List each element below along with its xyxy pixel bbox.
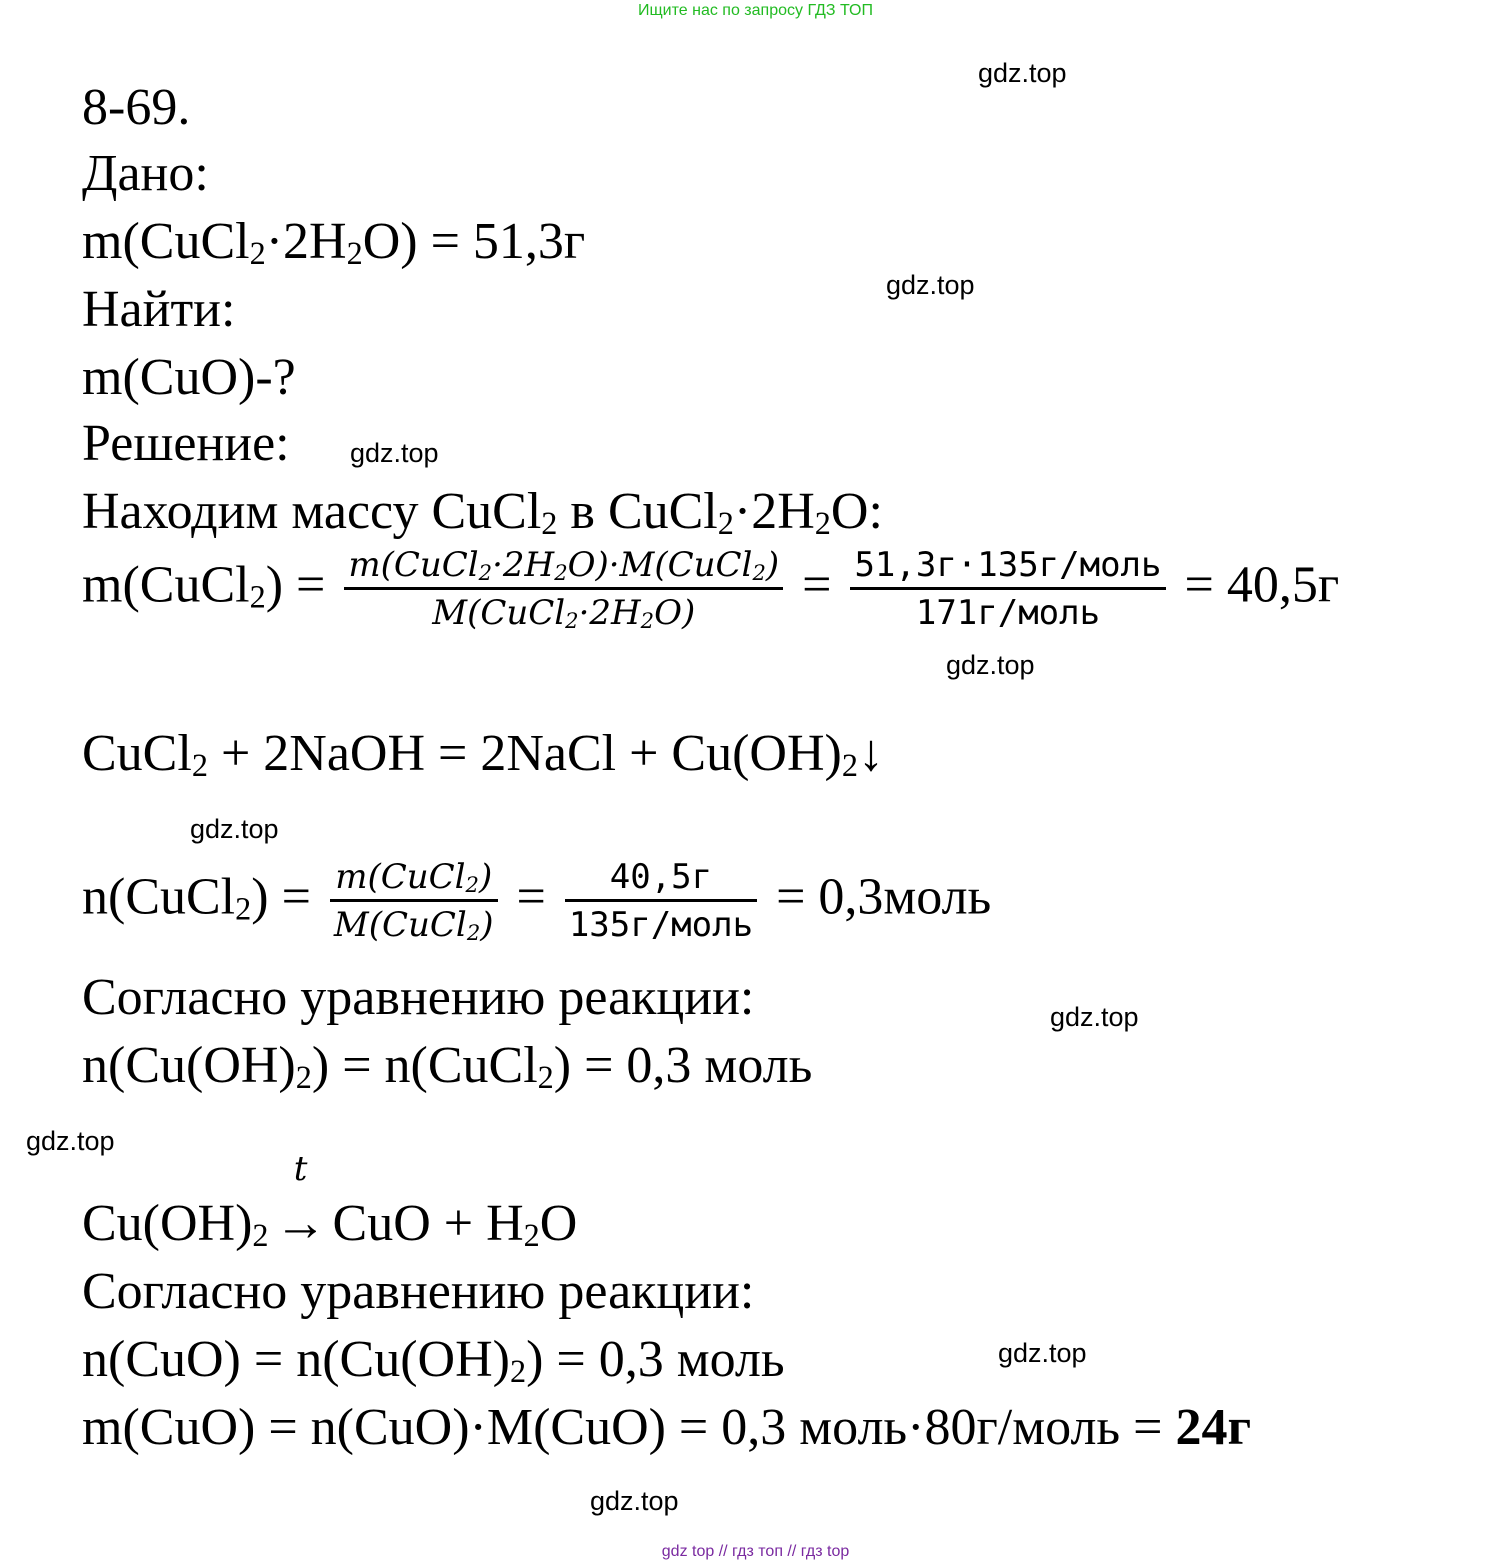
watermark: gdz.top xyxy=(26,1126,115,1156)
watermark: gdz.top xyxy=(190,814,279,844)
problem-number: 8-69. xyxy=(82,79,191,136)
watermark: gdz.top xyxy=(978,58,1067,88)
footer-links[interactable]: gdz top // гдз топ // гдз top xyxy=(661,1543,850,1560)
reaction-1: CuCl$_2$ + 2NaOH = 2NaCl + $Cu(OH)_2↓$ xyxy=(82,725,884,783)
watermark: gdz.top xyxy=(590,1486,679,1516)
watermark: gdz.top xyxy=(886,270,975,300)
search-banner: Ищите нас по запросу ГДЗ ТОП xyxy=(638,2,873,19)
given-value: $m(CuCl_2\cdot 2H_2O) = 51,3г$ xyxy=(82,213,586,271)
fraction-formula: $\frac{m(CuCl_2)}{M(CuCl_2)}$ xyxy=(330,858,498,945)
watermark: gdz.top xyxy=(946,650,1035,680)
according-2: Согласно уравнению реакции: xyxy=(82,1263,755,1320)
equation-mass-cucl2: m(CuCl$_2$) = $\frac{m(CuCl_2\cdot 2H_2O)\cdot M(CuCl_2)}{M(CuCl_2\cdot 2H_2O)}$ = $\frac{\text{51,3г·135г/моль}}{\text{171г/моль}}$ = 40,5г xyxy=(82,545,1340,634)
given-label: Дано: xyxy=(82,145,209,202)
equation-moles-cuoh2: $n(Cu(OH)_2)$ = n(CuCl$_2$) = 0,3 моль xyxy=(82,1037,813,1095)
find-label: Найти: xyxy=(82,281,236,338)
watermark: gdz.top xyxy=(998,1338,1087,1368)
watermark: gdz.top xyxy=(350,438,439,468)
fraction-numeric: $\frac{\text{51,3г·135г/моль}}{\text{171г/моль}}$ xyxy=(850,546,1165,633)
final-answer: 24г xyxy=(1175,1399,1252,1456)
according-1: Согласно уравнению реакции: xyxy=(82,969,755,1026)
equation-moles-cucl2: n(CuCl$_2$) = $\frac{m(CuCl_2)}{M(CuCl_2)}$ = $\frac{40,5г}{\text{135г/моль}}$ = 0,3моль xyxy=(82,857,992,946)
fraction-numeric: $\frac{40,5г}{\text{135г/моль}}$ xyxy=(565,858,757,945)
heat-arrow: t → xyxy=(274,1149,327,1252)
watermark: gdz.top xyxy=(1050,1002,1139,1032)
fraction-formula: $\frac{m(CuCl_2\cdot 2H_2O)\cdot M(CuCl_2)}{M(CuCl_2\cdot 2H_2O)}$ xyxy=(344,546,783,633)
reaction-2: $Cu(OH)_2$ t → CuO + $H_2O$ xyxy=(82,1149,578,1253)
find-value: m(CuO)-? xyxy=(82,349,296,406)
solution-label: Решение: xyxy=(82,415,290,472)
equation-moles-cuo: $n(CuO) = n(Cu(OH)_2) = 0,3$ моль xyxy=(82,1331,785,1389)
step1-text: Находим массу CuCl$_2$ в $CuCl_2\cdot 2H_2O$: xyxy=(82,483,883,541)
equation-mass-cuo: m(CuO) = n(CuO)·M(CuO) = 0,3 моль·80г/моль = 24г xyxy=(82,1399,1252,1456)
